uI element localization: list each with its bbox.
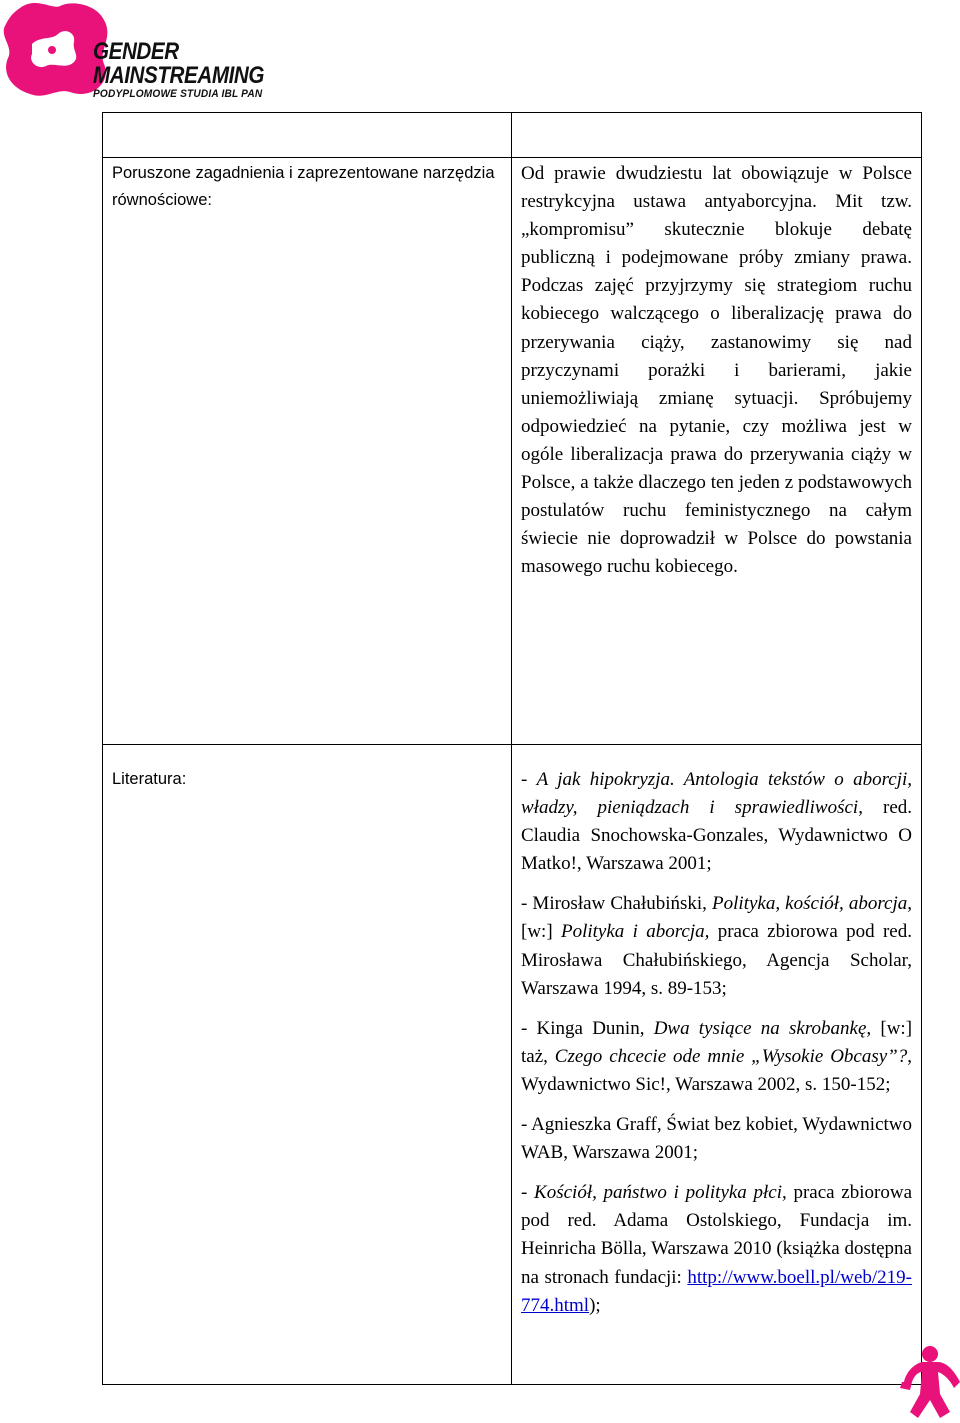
topics-description-text: Od prawie dwudziestu lat obowiązuje w Polsce restrykcyjna ustawa antyaborcyjna. Mit tzw. „kompromisu” skutecznie blokuje debatę publiczną i podejmowane próby zmiany prawa. Podczas zajęć przyjrzymy się strategiom ruchu kobiecego walczącego o liberalizację prawa do przerywania ciąży, zastanowimy się nad przyczynami porażki i barierami, jakie uniemożliwiają zmianę sytuacji. Spróbujemy odpowiedzieć na pytanie, czy możliwa jest w ogóle liberalizacja prawa do przerywania ciąży w Polsce, a także dlaczego ten jeden z podstawowych postulatów ruchu feministycznego na całym świecie nie doprowadził w Polsce do powstania masowego ruchu kobiecego.: [521, 163, 912, 578]
mascot-figure-icon: [900, 1342, 960, 1423]
literature-item: - Kościół, państwo i polityka płci, praca zbiorowa pod red. Adama Ostolskiego, Fundacja im. Heinricha Bölla, Warszawa 2010 (książka dostępna na stronach fundacji: http://www.boell.pl/web/219-774.html);: [521, 1182, 913, 1316]
gender-mainstreaming-logo: [0, 0, 280, 105]
boell-link[interactable]: http://www.boell.pl/web/219-774.html: [521, 1266, 912, 1316]
table-row-literature: [103, 745, 922, 1385]
literature-label: [103, 745, 512, 1385]
topics-label: [103, 158, 512, 745]
course-info-table: [102, 112, 922, 1385]
literature-list: [512, 745, 922, 1385]
literature-item: - Kinga Dunin, Dwa tysiące na skrobankę, [w:] taż, Czego chcecie ode mnie „Wysokie Obcasy”?, Wydawnictwo Sic!, Warszawa 2002, s. 150-152;: [521, 1017, 913, 1095]
empty-cell-left: [103, 113, 512, 158]
literature-item: - A jak hipokryzja. Antologia tekstów o aborcji, władzy, pieniądzach i sprawiedliwości, red. Claudia Snochowska-Gonzales, Wydawnictwo O Matko!, Warszawa 2001;: [521, 769, 913, 875]
table-row-empty: [103, 113, 922, 158]
literature-item: - Mirosław Chałubiński, Polityka, kościół, aborcja, [w:] Polityka i aborcja, praca zbiorowa pod red. Mirosława Chałubińskiego, Agencja Scholar, Warszawa 1994, s. 89-153;: [521, 893, 912, 999]
literature-item: - Agnieszka Graff, Świat bez kobiet, Wydawnictwo WAB, Warszawa 2001;: [521, 1114, 912, 1164]
logo-line-2: MAINSTREAMING: [93, 62, 264, 89]
literature-label-text: Literatura:: [112, 770, 187, 788]
topics-label-text: Poruszone zagadnienia i zaprezentowane narzędzia równościowe:: [112, 164, 495, 209]
table-row-topics: [103, 158, 922, 745]
logo-line-1: GENDER: [93, 38, 179, 65]
topics-description: [512, 158, 922, 745]
empty-cell-right: [512, 113, 922, 158]
logo-line-3: PODYPLOMOWE STUDIA IBL PAN: [93, 88, 263, 100]
